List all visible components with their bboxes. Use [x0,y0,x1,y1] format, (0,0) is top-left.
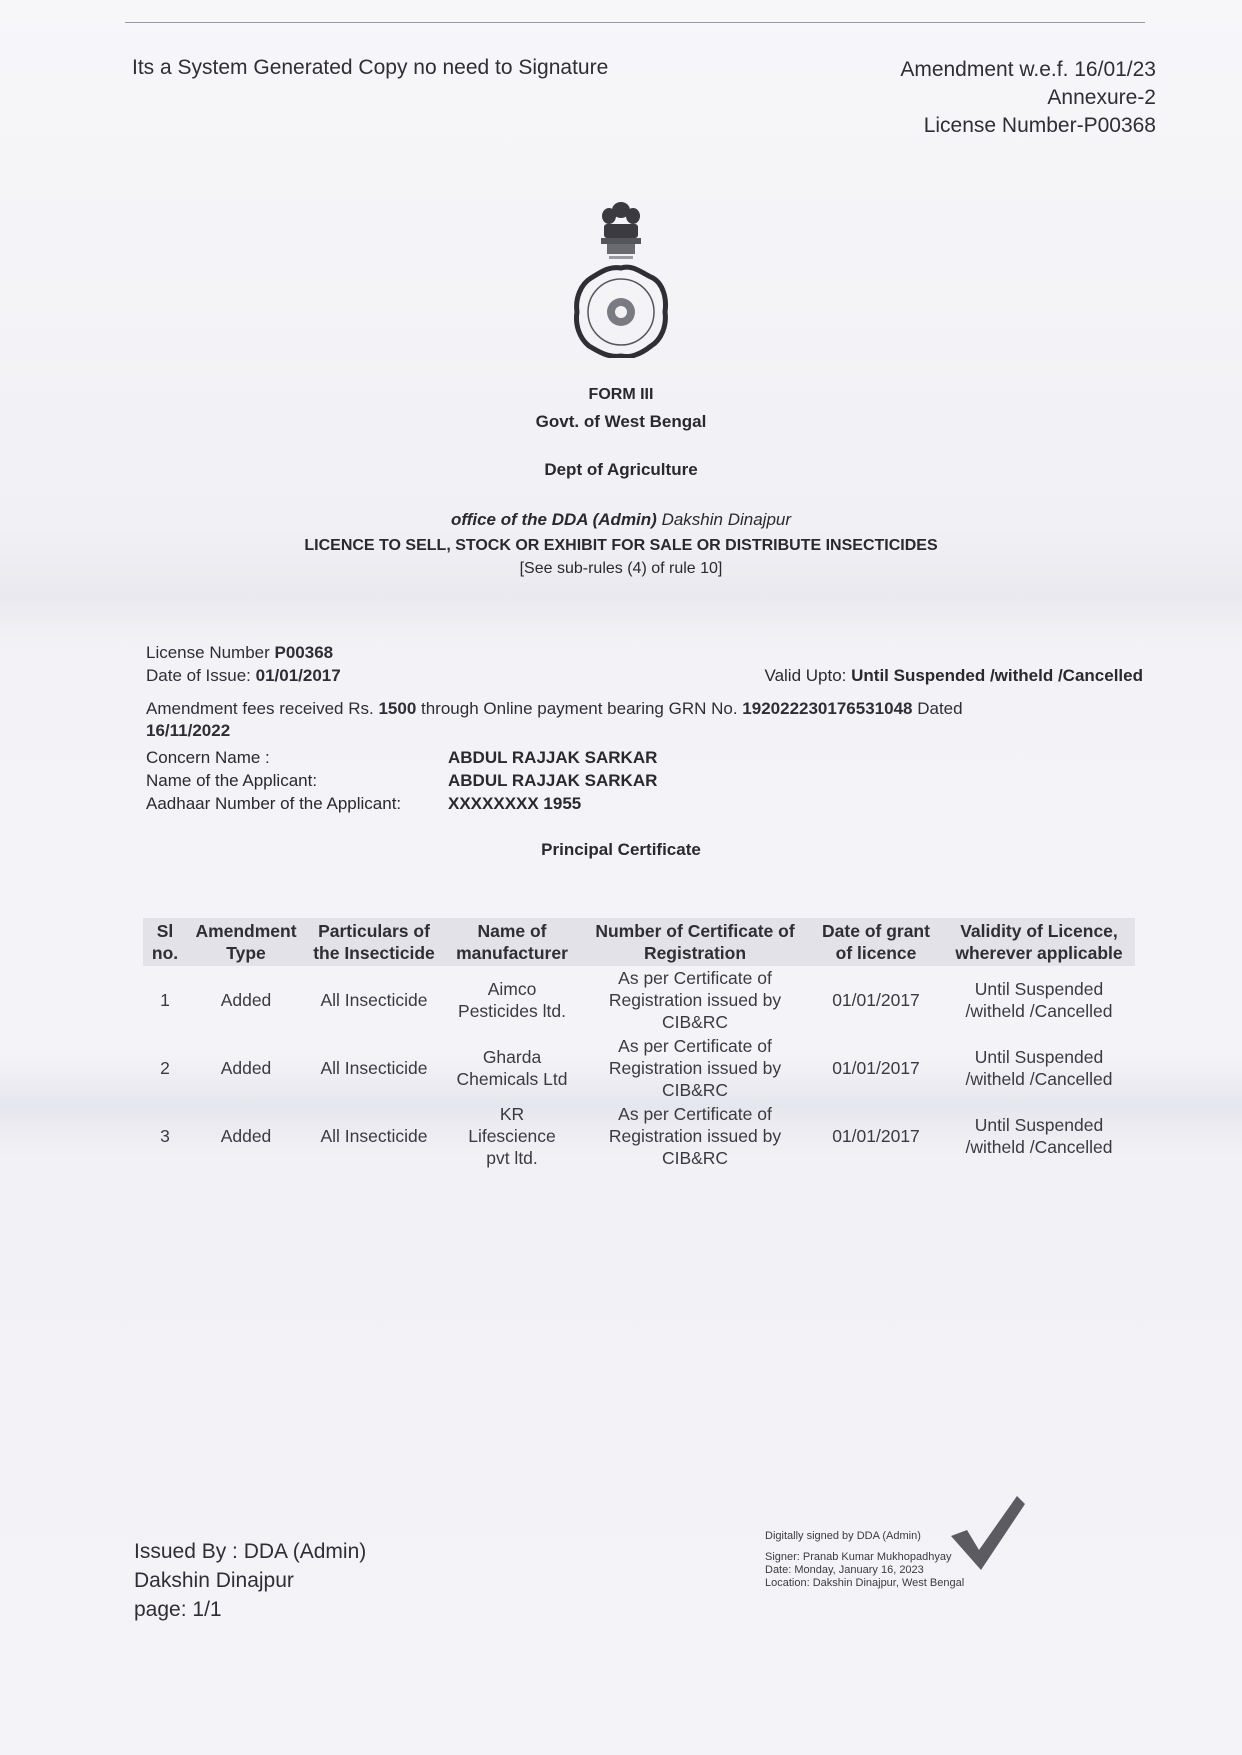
applicant-name-value: ABDUL RAJJAK SARKAR [448,771,658,790]
col-particulars-l1: Particulars of [318,921,430,941]
cell-validity [943,1034,1135,1102]
applicant-name-label: Name of the Applicant: [146,771,318,790]
col-validity-l2: wherever applicable [955,943,1123,963]
valid-upto-label: Valid Upto: [764,666,852,685]
cell-type: Added [220,1126,272,1146]
govt-name: Govt. of West Bengal [535,412,707,431]
government-emblem-icon [571,200,671,358]
page-number: page: 1/1 [134,1598,222,1621]
validity-l1: Until Suspended [974,979,1104,999]
col-type [187,918,305,966]
cell-particulars: All Insecticide [320,990,428,1010]
cell-sl: 3 [160,1126,170,1146]
signature-date: Date: Monday, January 16, 2023 [765,1564,924,1576]
fees-date: 16/11/2022 [146,721,231,740]
valid-upto-value: Until Suspended /witheld /Cancelled [851,666,1143,685]
grn-number: 192022230176531048 [742,699,913,718]
col-sl-l2: no. [151,943,179,963]
certificate-l1: As per Certificate of [618,1104,772,1124]
certificate-l1: As per Certificate of [618,1036,772,1056]
annexure-label: Annexure-2 [1047,86,1156,109]
form-number: FORM III [588,386,654,403]
cell-validity [943,1102,1135,1170]
license-table [143,918,1135,1170]
table-header-row [143,918,1135,966]
office-place: Dakshin Dinajpur [656,510,792,529]
manufacturer-l1: KR [499,1104,525,1124]
cell-date: 01/01/2017 [832,1126,920,1146]
cell-type: Added [220,990,272,1010]
licence-title: LICENCE TO SELL, STOCK OR EXHIBIT FOR SALE OR DISTRIBUTE INSECTICIDES [304,537,938,554]
certificate-l2: Registration issued by [608,990,782,1010]
certificate-l2: Registration issued by [608,1058,782,1078]
signature-signer: Signer: Pranab Kumar Mukhopadhyay [765,1551,952,1563]
issue-date-value: 01/01/2017 [255,666,341,685]
col-validity [943,918,1135,966]
cell-certificate [581,1034,809,1102]
col-manufacturer [443,918,581,966]
license-number-value: P00368 [274,643,334,662]
header-right-block [900,56,1156,140]
system-generated-note: Its a System Generated Copy no need to Signature [132,56,609,79]
top-border-line [125,22,1145,23]
col-validity-l1: Validity of Licence, [960,921,1118,941]
certificate-l1: As per Certificate of [618,968,772,988]
issue-date-line [146,666,341,686]
cell-particulars: All Insecticide [320,1126,428,1146]
department-name: Dept of Agriculture [544,460,698,479]
issued-by-block [134,1537,366,1624]
cell-manufacturer [443,1102,581,1170]
cell-particulars: All Insecticide [320,1058,428,1078]
issued-by: Issued By : DDA (Admin) [134,1540,367,1563]
col-manufacturer-l2: manufacturer [456,943,568,963]
validity-l1: Until Suspended [974,1115,1104,1135]
fees-text-3: Dated [912,699,963,718]
col-particulars-l2: the Insecticide [313,943,435,963]
manufacturer-l2: Pesticides ltd. [458,1001,566,1021]
col-manufacturer-l1: Name of [477,921,547,941]
fees-text-1: Amendment fees received Rs. [146,699,379,718]
certificate-l2: Registration issued by [608,1126,782,1146]
aadhaar-value: XXXXXXXX 1955 [448,794,582,813]
col-type-l1: Amendment [195,921,297,941]
cell-date: 01/01/2017 [832,1058,920,1078]
col-certificate-l1: Number of Certificate of [595,921,795,941]
certificate-l3: CIB&RC [661,1012,729,1032]
concern-name-label: Concern Name : [146,748,270,767]
col-date-l2: of licence [835,943,917,963]
fees-paragraph [146,698,1106,742]
office-line [0,510,1242,530]
cell-certificate [581,966,809,1034]
table-row [143,966,1135,1034]
office-prefix: office of the DDA (Admin) [450,510,657,529]
checkmark-icon [945,1490,1030,1575]
table-row [143,1102,1135,1170]
certificate-l3: CIB&RC [661,1148,729,1168]
validity-l2: /witheld /Cancelled [965,1069,1113,1089]
manufacturer-l1: Aimco [487,979,537,999]
signature-location: Location: Dakshin Dinajpur, West Bengal [765,1577,965,1589]
section-title: Principal Certificate [541,840,701,859]
col-sl [143,918,187,966]
signature-title: Digitally signed by DDA (Admin) [765,1530,921,1542]
col-certificate-l2: Registration [643,943,747,963]
cell-sl: 2 [160,1058,170,1078]
issued-place: Dakshin Dinajpur [134,1569,294,1592]
license-number-label: License Number [146,643,275,662]
cell-type: Added [220,1058,272,1078]
col-type-l2: Type [226,943,266,963]
aadhaar-label: Aadhaar Number of the Applicant: [146,794,402,813]
manufacturer-l2: Chemicals Ltd [456,1069,568,1089]
fees-text-2: through Online payment bearing GRN No. [416,699,743,718]
concern-name-value: ABDUL RAJJAK SARKAR [448,748,658,767]
col-certificate [581,918,809,966]
manufacturer-l1: Gharda [482,1047,542,1067]
certificate-l3: CIB&RC [661,1080,729,1100]
cell-date: 01/01/2017 [832,990,920,1010]
license-number-line [146,643,333,663]
manufacturer-l3: pvt ltd. [486,1148,538,1168]
table-row [143,1034,1135,1102]
cell-manufacturer [443,1034,581,1102]
cell-manufacturer [443,966,581,1034]
cell-sl: 1 [160,990,170,1010]
fees-amount: 1500 [378,699,417,718]
rule-reference: [See sub-rules (4) of rule 10] [519,560,723,577]
cell-certificate [581,1102,809,1170]
manufacturer-l2: Lifescience [468,1126,556,1146]
col-particulars [305,918,443,966]
cell-validity [943,966,1135,1034]
validity-l2: /witheld /Cancelled [965,1001,1113,1021]
validity-l2: /witheld /Cancelled [965,1137,1113,1157]
license-number-ref: License Number-P00368 [923,114,1156,137]
col-sl-l1: Sl [156,921,174,941]
valid-upto-line [765,666,1144,686]
validity-l1: Until Suspended [974,1047,1104,1067]
amendment-date: Amendment w.e.f. 16/01/23 [900,58,1156,81]
issue-date-label: Date of Issue: [146,666,256,685]
digital-signature-block [765,1530,964,1590]
col-date-l1: Date of grant [822,921,930,941]
col-date [809,918,943,966]
